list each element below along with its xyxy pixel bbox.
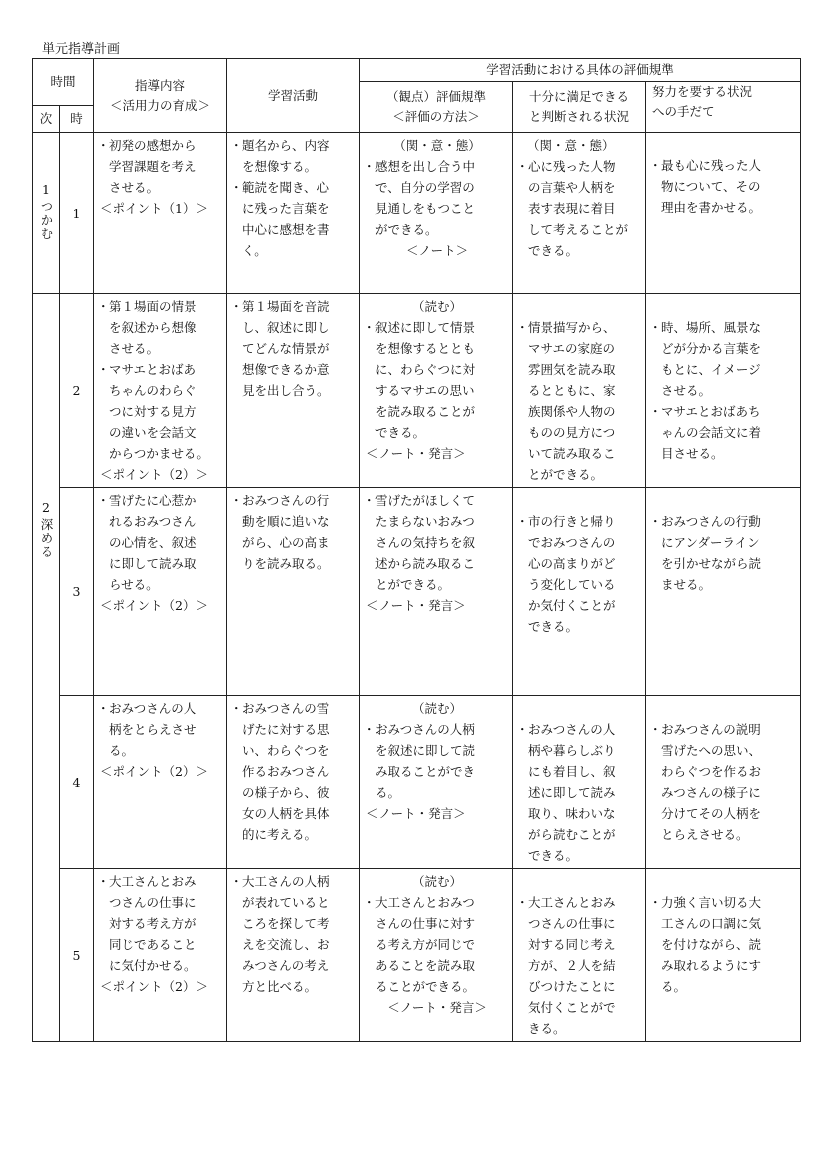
header-doryoku-line2: への手だて xyxy=(652,104,715,119)
list-item: ・ おみつさんの雪 げたに対する思 い、わらぐつを 作るおみつさん の様子から、彼 女の人柄を具体 的に考える。 xyxy=(233,698,355,845)
hour-number: 2 xyxy=(60,294,94,488)
list-item: ・ 時、場所、風景な どが分かる言葉を もとに、イメージ させる。 xyxy=(652,317,796,401)
shidou-cell xyxy=(94,133,227,294)
doryoku-cell xyxy=(646,869,801,1042)
table-row xyxy=(33,488,801,696)
point-label: ＜ポイント（2）＞ xyxy=(100,467,208,482)
list-item: ・ 範読を聞き、心 に残った言葉を 中心に感想を書 く。 xyxy=(233,177,355,261)
header-tsugi: 次 xyxy=(33,106,60,133)
list-item: ・ おみつさんの人柄 を叙述に即して読 み取ることができ る。 xyxy=(366,719,508,803)
table-row xyxy=(33,869,801,1042)
list-item: ・ 情景描写から、 マサエの家庭の 雰囲気を読み取 るとともに、家 族関係や人物の ものの見方につ いて読み取るこ とができる。 xyxy=(519,317,641,485)
manzoku-heading: （関・意・態） xyxy=(527,138,615,153)
kanten-heading: （読む） xyxy=(412,299,463,314)
point-label: ＜ポイント（2）＞ xyxy=(100,764,208,779)
header-manzoku-line2: と判断される状況 xyxy=(529,109,630,124)
list-item: ・ 心に残った人物 の言葉や人柄を 表す表現に着目 して考えることが できる。 xyxy=(519,156,641,261)
unit-label xyxy=(33,133,60,294)
document-title: 単元指導計画 xyxy=(42,42,121,57)
header-hyouka-group: 学習活動における具体の評価規準 xyxy=(360,59,801,82)
hour-number: 5 xyxy=(60,869,94,1042)
method-label: ＜ノート＞ xyxy=(405,243,469,258)
list-item: ・ 市の行きと帰り でおみつさんの 心の高まりがど う変化している か気付くことが できる。 xyxy=(519,511,641,637)
list-item: ・ 感想を出し合う中 で、自分の学習の 見通しをもつこと ができる。 xyxy=(366,156,508,240)
header-toki: 時 xyxy=(60,106,94,133)
header-manzoku xyxy=(513,82,646,133)
hour-number: 4 xyxy=(60,696,94,869)
list-item: ・ 第１場面の情景 を叙述から想像 させる。 xyxy=(100,296,222,359)
manzoku-cell xyxy=(513,133,646,294)
kanten-heading: （読む） xyxy=(412,701,463,716)
unit-number: 2 xyxy=(42,499,50,515)
header-shidou-line1: 指導内容 xyxy=(135,77,186,93)
shidou-cell xyxy=(94,294,227,488)
manzoku-cell xyxy=(513,294,646,488)
manzoku-cell xyxy=(513,696,646,869)
list-item: ・ 力強く言い切る大 工さんの口調に気 を付けながら、読 み取れるようにす る。 xyxy=(652,892,796,997)
list-item: ・ おみつさんの説明 雪げたへの思い、 わらぐつを作るお みつさんの様子に 分けてその人柄を とらえさせる。 xyxy=(652,719,796,845)
kanten-cell xyxy=(360,133,513,294)
list-item: ・ 雪げたに心惹か れるおみつさん の心情を、叙述 に即して読み取 らせる。 xyxy=(100,490,222,595)
list-item: ・ マサエとおばあ ちゃんのわらぐ つに対する見方 の違いを会話文 からつかませる。 xyxy=(100,359,222,464)
list-item: ・ 初発の感想から 学習課題を考え させる。 xyxy=(100,135,222,198)
header-row-1 xyxy=(33,59,801,82)
header-manzoku-line1: 十分に満足できる xyxy=(529,89,630,104)
header-shidou xyxy=(94,59,227,133)
gakushu-cell xyxy=(227,488,360,696)
list-item: ・ 題名から、内容 を想像する。 xyxy=(233,135,355,177)
unit-plan-table xyxy=(32,58,801,1042)
unit-name: つかむ xyxy=(39,199,54,241)
doryoku-cell xyxy=(646,488,801,696)
gakushu-cell xyxy=(227,869,360,1042)
doryoku-cell xyxy=(646,696,801,869)
shidou-cell xyxy=(94,488,227,696)
table-row xyxy=(33,133,801,294)
list-item: ・ おみつさんの人 柄や暮らしぶり にも着目し、叙 述に即して読み 取り、味わいな がら読むことが できる。 xyxy=(519,719,641,866)
kanten-heading: （関・意・態） xyxy=(393,138,481,153)
list-item: ・ マサエとおばあち ゃんの会話文に着 目させる。 xyxy=(652,401,796,464)
header-doryoku xyxy=(646,82,801,133)
list-item: ・ 叙述に即して情景 を想像するととも に、わらぐつに対 するマサエの思い を読み取ることが できる。 xyxy=(366,317,508,443)
header-jikan: 時間 xyxy=(33,59,94,106)
table-row xyxy=(33,696,801,869)
unit-label xyxy=(33,294,60,1042)
header-kanten-line2: ＜評価の方法＞ xyxy=(392,109,480,124)
kanten-heading: （読む） xyxy=(412,874,463,889)
list-item: ・ 大工さんの人柄 が表れていると ころを探して考 えを交流し、お みつさんの考え 方と比べる。 xyxy=(233,871,355,997)
list-item: ・ 大工さんとおみ つさんの仕事に 対する同じ考え 方が、２人を結 びつけたことに 気付くことがで きる。 xyxy=(519,892,641,1039)
gakushu-cell xyxy=(227,294,360,488)
doryoku-cell xyxy=(646,133,801,294)
method-label: ＜ノート・発言＞ xyxy=(366,598,466,613)
doryoku-cell xyxy=(646,294,801,488)
list-item: ・ 第１場面を音読 し、叙述に即し てどんな情景が 想像できるか意 見を出し合う。 xyxy=(233,296,355,401)
header-shidou-line2: ＜活用力の育成＞ xyxy=(110,97,211,113)
header-kanten xyxy=(360,82,513,133)
method-label: ＜ノート・発言＞ xyxy=(387,1000,487,1015)
unit-name: 深める xyxy=(39,517,54,558)
manzoku-cell xyxy=(513,869,646,1042)
kanten-cell xyxy=(360,488,513,696)
shidou-cell xyxy=(94,696,227,869)
point-label: ＜ポイント（2）＞ xyxy=(100,979,208,994)
hour-number: 3 xyxy=(60,488,94,696)
list-item: ・ 大工さんとおみ つさんの仕事に 対する考え方が 同じであること に気付かせる。 xyxy=(100,871,222,976)
method-label: ＜ノート・発言＞ xyxy=(366,446,466,461)
kanten-cell xyxy=(360,869,513,1042)
header-gakushu: 学習活動 xyxy=(227,59,360,133)
kanten-cell xyxy=(360,696,513,869)
list-item: ・ おみつさんの人 柄をとらえさせ る。 xyxy=(100,698,222,761)
point-label: ＜ポイント（1）＞ xyxy=(100,201,208,216)
point-label: ＜ポイント（2）＞ xyxy=(100,598,208,613)
method-label: ＜ノート・発言＞ xyxy=(366,806,466,821)
header-kanten-line1: （観点）評価規準 xyxy=(386,89,487,104)
list-item: ・ 雪げたがほしくて たまらないおみつ さんの気持ちを叙 述から読み取るこ とができる。 xyxy=(366,490,508,595)
header-doryoku-line1: 努力を要する状況 xyxy=(652,84,753,99)
unit-number: 1 xyxy=(42,181,50,197)
hour-number: 1 xyxy=(60,133,94,294)
list-item: ・ おみつさんの行動 にアンダーライン を引かせながら読 ませる。 xyxy=(652,511,796,595)
manzoku-cell xyxy=(513,488,646,696)
list-item: ・ おみつさんの行 動を順に追いな がら、心の高ま りを読み取る。 xyxy=(233,490,355,574)
gakushu-cell xyxy=(227,696,360,869)
list-item: ・ 大工さんとおみつ さんの仕事に対す る考え方が同じで あることを読み取 ることができる。 xyxy=(366,892,508,997)
gakushu-cell xyxy=(227,133,360,294)
kanten-cell xyxy=(360,294,513,488)
table-row xyxy=(33,294,801,488)
shidou-cell xyxy=(94,869,227,1042)
list-item: ・ 最も心に残った人 物について、その 理由を書かせる。 xyxy=(652,155,796,218)
